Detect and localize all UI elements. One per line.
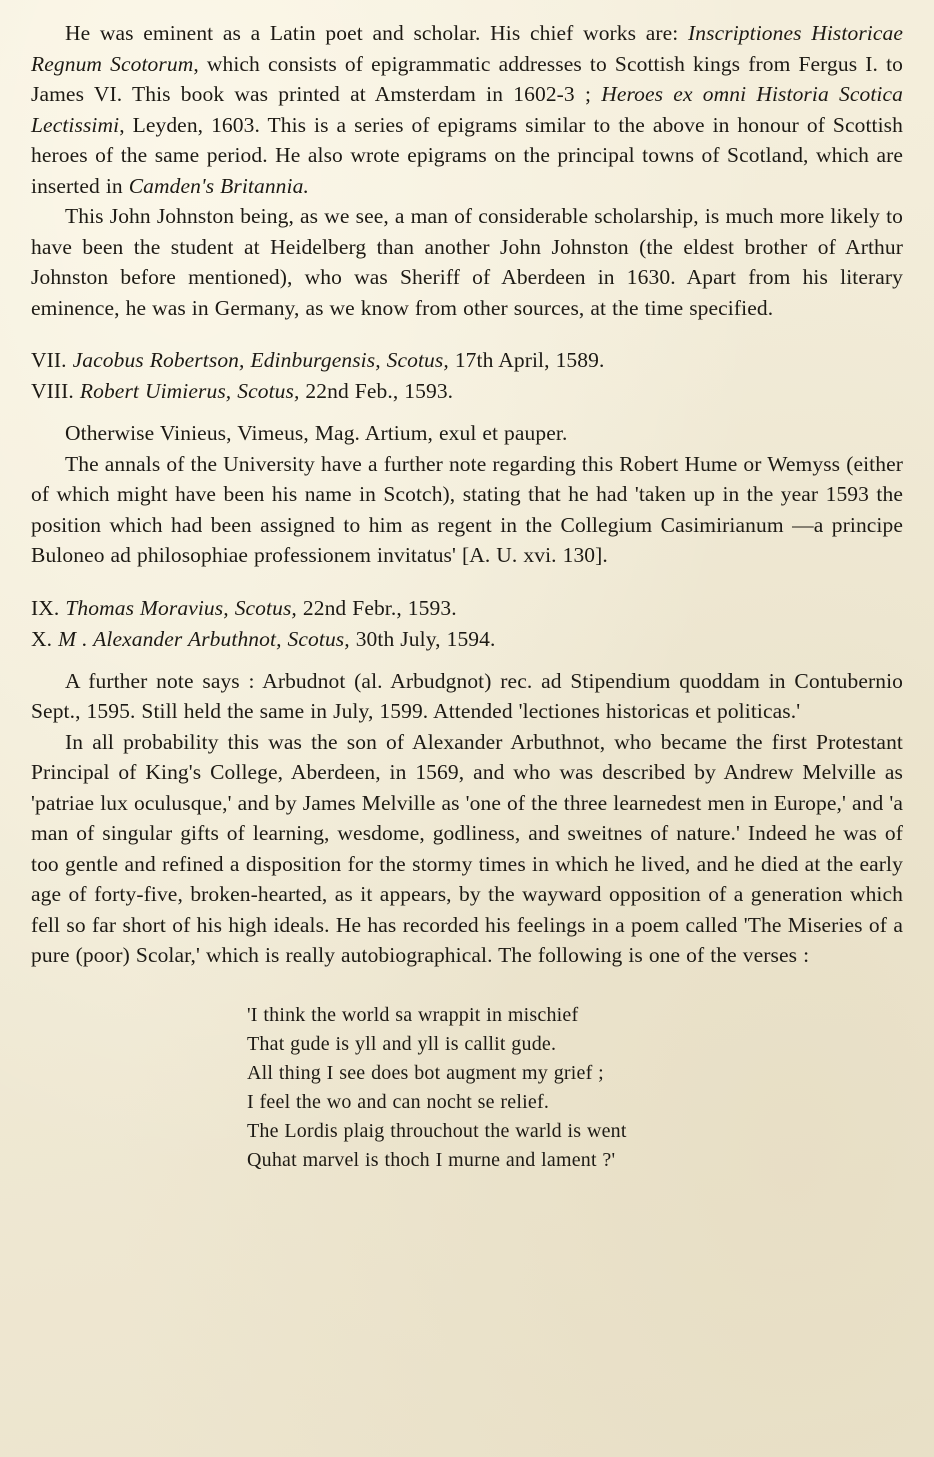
text-run: He was eminent as a Latin poet and scholar. His chief works are: <box>65 21 689 45</box>
verse-line: The Lordis plaig throuchout the warld is went <box>247 1119 627 1142</box>
verse-line: I feel the wo and can nocht se relief. <box>247 1090 550 1113</box>
entry-vii <box>31 345 903 376</box>
verse-line: All thing I see does bot augment my grief ; <box>247 1061 604 1084</box>
entry-date: 30th July, 1594. <box>349 626 496 651</box>
text-run: The annals of the University have a further note regarding this Robert Hume or Wemyss (either of which might have been his name in Scotch), stating that he had 'taken up in the year 1593 the position which had been assigned to him as regent in the Collegium Casimirianum —a principe Buloneo ad philosophiae professionem invitatus' [A. U. xvi. 130]. <box>31 451 903 567</box>
spacer <box>31 571 903 593</box>
entry-name: Jacobus Robertson, Edinburgensis, Scotus, <box>72 348 449 372</box>
text-run: This John Johnston being, as we see, a man of considerable scholarship, is much more likely to have been the student at Heidelberg than another John Johnston (the eldest brother of Arthur Johnston before mentioned), who was Sheriff of Aberdeen in 1630. Apart from his literary eminence, he was in Germany, as we know from other sources, at the time specified. <box>31 204 903 320</box>
entry-name: Thomas Moravius, Scotus, <box>65 595 297 620</box>
paragraph-annals <box>31 449 903 571</box>
entry-number: VII. <box>31 348 67 372</box>
paragraph-eminent <box>31 18 903 201</box>
spacer <box>31 323 903 345</box>
entry-number: X. <box>31 626 53 651</box>
entry-date: 22nd Febr., 1593. <box>296 595 457 620</box>
paragraph-probability <box>31 727 903 971</box>
text-run: , Leyden, 1603. This is a series of epigrams similar to the above in honour of Scottish heroes of the same period. He also wrote epigrams on the principal towns of Scotland, which are inserted in <box>31 112 903 198</box>
italic-title-heroes: Heroes ex omni Historia Scotica Lectissimi <box>31 82 903 137</box>
text-run: , which consists of epigrammatic addresses to Scottish kings from Fergus I. to James VI. This book was printed at Amsterdam in 1602-3 ; <box>31 51 903 106</box>
paragraph-johnston <box>31 201 903 323</box>
paragraph-vinieus <box>31 418 903 449</box>
italic-title-inscriptiones: Inscriptiones Historicae Regnum Scotorum <box>31 21 904 76</box>
entry-x <box>31 624 903 655</box>
text-column <box>31 18 903 1175</box>
text-run: Otherwise Vinieus, Vimeus, Mag. Artium, exul et pauper. <box>65 421 568 445</box>
entry-viii <box>31 376 903 407</box>
verse-line: Quhat marvel is thoch I murne and lament ?' <box>247 1148 616 1171</box>
entry-ix <box>31 593 903 624</box>
entry-name: Robert Uimierus, Scotus, <box>79 379 300 403</box>
spacer <box>31 655 903 666</box>
text-run: A further note says : Arbudnot (al. Arbudgnot) rec. ad Stipendium quoddam in Contubernio Sept., 1595. Still held the same in July, 1599. Attended 'lectiones historicas et politicas.' <box>31 668 903 723</box>
verse-line: That gude is yll and yll is callit gude. <box>247 1032 557 1055</box>
entry-date: 22nd Feb., 1593. <box>299 379 454 403</box>
entry-name: M . Alexander Arbuthnot, Scotus, <box>58 626 350 651</box>
verse-line: 'I think the world sa wrappit in mischief <box>247 1003 579 1026</box>
spacer <box>31 407 903 418</box>
entry-date: 17th April, 1589. <box>448 348 605 372</box>
paragraph-arbudnot <box>31 666 903 727</box>
entry-number: VIII. <box>31 379 74 403</box>
italic-title-camden: Camden's Britannia. <box>128 173 309 198</box>
text-run: In all probability this was the son of Alexander Arbuthnot, who became the first Protestant Principal of King's College, Aberdeen, in 1569, and who was described by Andrew Melville as 'patriae lux oculusque,' and by James Melville as 'one of the three learnedest men in Europe,' and 'a man of singular gifts of learning, wesdome, godliness, and sweitnes of nature.' Indeed he was of too gentle and refined a disposition for the stormy times in which he lived, and he died at the early age of forty-five, broken-hearted, as it appears, by the wayward opposition of a generation which fell so far short of his high ideals. He has recorded his feelings in a poem called 'The Miseries of a pure (poor) Scolar,' which is really autobiographical. The following is one of the verses : <box>31 729 903 967</box>
verse-block <box>31 1001 903 1175</box>
entry-number: IX. <box>31 595 60 620</box>
